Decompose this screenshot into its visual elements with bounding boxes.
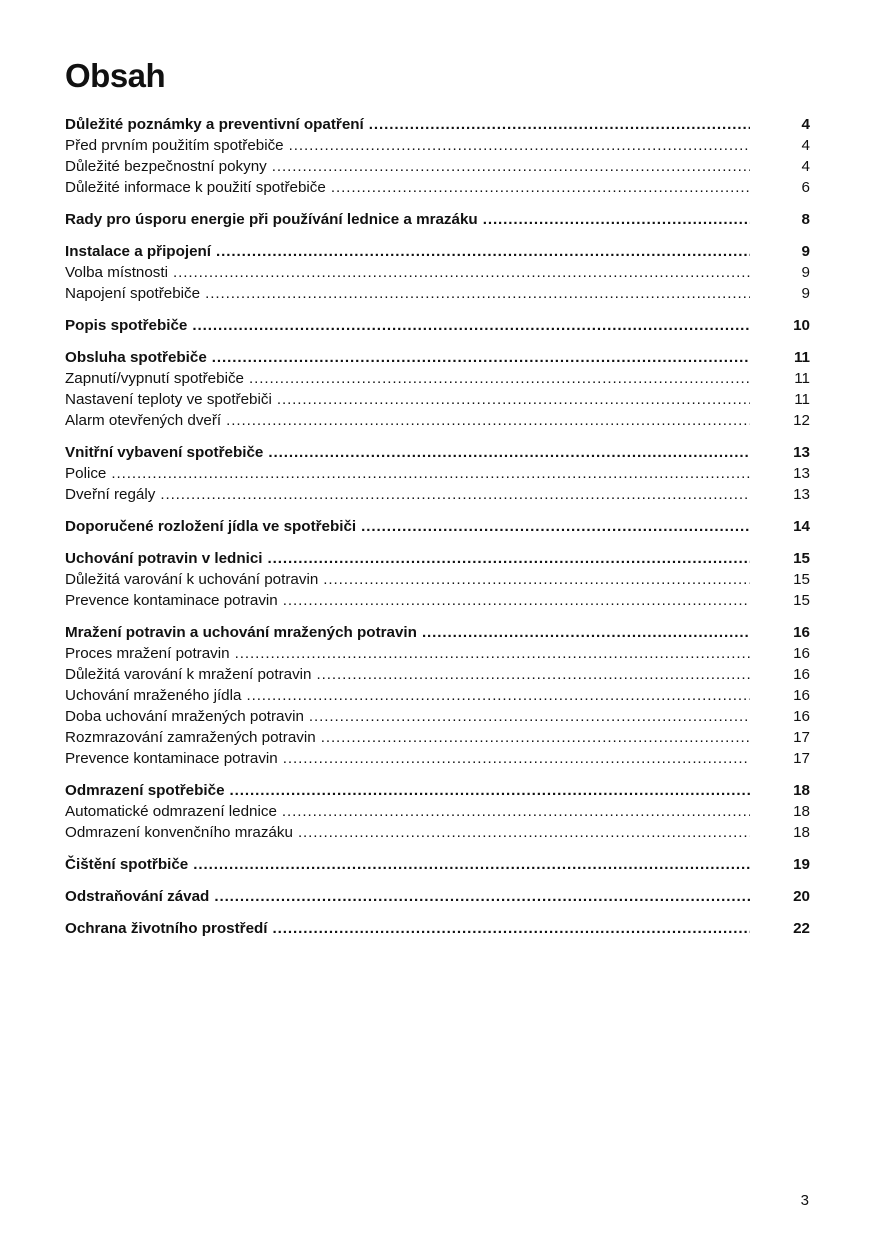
toc-page-number: 19 <box>793 856 810 873</box>
toc-entry-title: Police <box>65 465 107 482</box>
toc-page-number: 17 <box>793 729 810 746</box>
toc-entry-title: Odmrazení konvenčního mrazáku <box>65 824 293 841</box>
toc-entry-title: Volba místnosti <box>65 264 168 281</box>
toc-section-heading[interactable] <box>65 347 810 368</box>
toc-page-number: 16 <box>793 687 810 704</box>
toc-section-heading[interactable] <box>65 548 810 569</box>
toc-section <box>65 209 810 230</box>
toc-page-number: 13 <box>793 465 810 482</box>
toc-page-number: 11 <box>794 370 810 387</box>
toc-section <box>65 315 810 336</box>
toc-section <box>65 114 810 198</box>
toc-entry[interactable] <box>65 706 810 727</box>
toc-entry[interactable] <box>65 262 810 283</box>
toc-page-number: 15 <box>793 550 810 567</box>
toc-section-heading[interactable] <box>65 315 810 336</box>
toc-section <box>65 548 810 611</box>
toc-page-number: 12 <box>793 412 810 429</box>
toc-entry-title: Vnitřní vybavení spotřebiče <box>65 444 264 461</box>
toc-entry-title: Doba uchování mražených potravin <box>65 708 304 725</box>
dot-leader <box>230 780 750 801</box>
toc-entry[interactable] <box>65 748 810 769</box>
dot-leader <box>249 368 750 389</box>
dot-leader <box>267 548 750 569</box>
toc-entry[interactable] <box>65 410 810 431</box>
toc-entry-title: Napojení spotřebiče <box>65 285 201 302</box>
toc-page-number: 18 <box>793 782 810 799</box>
toc-entry[interactable] <box>65 727 810 748</box>
page-title: Obsah <box>65 57 166 94</box>
dot-leader <box>283 748 750 769</box>
dot-leader <box>205 283 750 304</box>
toc-section <box>65 854 810 875</box>
toc-section <box>65 886 810 907</box>
toc-entry-title: Prevence kontaminace potravin <box>65 592 278 609</box>
toc-entry-title: Důležité poznámky a preventivní opatření <box>65 116 364 133</box>
toc-page-number: 9 <box>801 264 810 281</box>
toc-entry-title: Dveřní regály <box>65 486 156 503</box>
toc-entry[interactable] <box>65 368 810 389</box>
toc-section-heading[interactable] <box>65 442 810 463</box>
toc-entry-title: Před prvním použitím spotřebiče <box>65 137 284 154</box>
dot-leader <box>317 664 751 685</box>
toc-section <box>65 918 810 939</box>
toc-section <box>65 622 810 769</box>
toc-entry[interactable] <box>65 801 810 822</box>
toc-section <box>65 516 810 537</box>
toc-page-number: 11 <box>793 349 810 366</box>
toc-entry-title: Prevence kontaminace potravin <box>65 750 278 767</box>
dot-leader <box>173 262 750 283</box>
toc-entry-title: Důležitá varování k uchování potravin <box>65 571 319 588</box>
dot-leader <box>193 854 750 875</box>
toc-section <box>65 780 810 843</box>
toc-entry[interactable] <box>65 283 810 304</box>
toc-page-number: 10 <box>793 317 810 334</box>
table-of-contents <box>65 114 810 950</box>
toc-entry[interactable] <box>65 135 810 156</box>
toc-page-number: 16 <box>793 708 810 725</box>
dot-leader <box>226 410 750 431</box>
toc-entry-title: Popis spotřebiče <box>65 317 188 334</box>
toc-entry[interactable] <box>65 590 810 611</box>
dot-leader <box>422 622 750 643</box>
toc-entry[interactable] <box>65 389 810 410</box>
toc-entry[interactable] <box>65 463 810 484</box>
toc-entry-title: Proces mražení potravin <box>65 645 230 662</box>
toc-entry-title: Ochrana životního prostředí <box>65 920 268 937</box>
toc-entry-title: Odstraňování závad <box>65 888 210 905</box>
dot-leader <box>216 241 750 262</box>
toc-entry-title: Zapnutí/vypnutí spotřebiče <box>65 370 244 387</box>
dot-leader <box>282 801 750 822</box>
toc-entry-title: Čištění spotřbiče <box>65 856 189 873</box>
toc-page-number: 22 <box>793 920 810 937</box>
toc-entry-title: Uchování mraženého jídla <box>65 687 242 704</box>
toc-section-heading[interactable] <box>65 114 810 135</box>
dot-leader <box>212 347 750 368</box>
toc-page-number: 15 <box>793 592 810 609</box>
dot-leader <box>160 484 750 505</box>
toc-entry-title: Instalace a připojení <box>65 243 212 260</box>
toc-entry-title: Uchování potravin v lednici <box>65 550 263 567</box>
toc-page-number: 18 <box>793 803 810 820</box>
toc-entry[interactable] <box>65 822 810 843</box>
toc-page-number: 14 <box>793 518 810 535</box>
toc-page-number: 8 <box>801 211 810 228</box>
toc-entry-title: Doporučené rozložení jídla ve spotřebiči <box>65 518 357 535</box>
toc-section-heading[interactable] <box>65 241 810 262</box>
dot-leader <box>309 706 750 727</box>
toc-section-heading[interactable] <box>65 622 810 643</box>
toc-section <box>65 241 810 304</box>
toc-section-heading[interactable] <box>65 209 810 230</box>
toc-entry[interactable] <box>65 569 810 590</box>
toc-page-number: 15 <box>793 571 810 588</box>
dot-leader <box>268 442 750 463</box>
dot-leader <box>283 590 750 611</box>
toc-entry[interactable] <box>65 177 810 198</box>
toc-page-number: 13 <box>793 486 810 503</box>
toc-section-heading[interactable] <box>65 780 810 801</box>
dot-leader <box>289 135 750 156</box>
toc-entry-title: Automatické odmrazení lednice <box>65 803 277 820</box>
dot-leader <box>361 516 750 537</box>
toc-entry-title: Alarm otevřených dveří <box>65 412 222 429</box>
toc-entry-title: Rozmrazování zamražených potravin <box>65 729 316 746</box>
toc-entry[interactable] <box>65 484 810 505</box>
toc-entry[interactable] <box>65 685 810 706</box>
dot-leader <box>246 685 750 706</box>
toc-entry[interactable] <box>65 664 810 685</box>
dot-leader <box>323 569 750 590</box>
toc-entry[interactable] <box>65 156 810 177</box>
toc-section-heading[interactable] <box>65 886 810 907</box>
toc-page-number: 16 <box>793 666 810 683</box>
toc-page-number: 18 <box>793 824 810 841</box>
dot-leader <box>235 643 750 664</box>
toc-section <box>65 347 810 431</box>
toc-page-number: 16 <box>793 624 810 641</box>
dot-leader <box>277 389 750 410</box>
dot-leader <box>273 918 750 939</box>
toc-entry-title: Důležité informace k použití spotřebiče <box>65 179 326 196</box>
dot-leader <box>272 156 750 177</box>
toc-page-number: 9 <box>801 285 810 302</box>
page-number: 3 <box>800 1192 809 1209</box>
toc-entry-title: Důležité bezpečnostní pokyny <box>65 158 267 175</box>
toc-entry-title: Mražení potravin a uchování mražených potravin <box>65 624 417 641</box>
dot-leader <box>483 209 750 230</box>
dot-leader <box>321 727 750 748</box>
toc-page-number: 13 <box>793 444 810 461</box>
toc-entry-title: Rady pro úsporu energie při používání lednice a mrazáku <box>65 211 478 228</box>
toc-page-number: 9 <box>801 243 810 260</box>
toc-entry-title: Nastavení teploty ve spotřebiči <box>65 391 272 408</box>
toc-page-number: 4 <box>801 137 810 154</box>
dot-leader <box>298 822 750 843</box>
dot-leader <box>192 315 750 336</box>
dot-leader <box>331 177 750 198</box>
toc-page-number: 4 <box>801 158 810 175</box>
toc-page-number: 17 <box>793 750 810 767</box>
dot-leader <box>214 886 750 907</box>
toc-entry[interactable] <box>65 643 810 664</box>
toc-page-number: 16 <box>793 645 810 662</box>
toc-section-heading[interactable] <box>65 854 810 875</box>
toc-section-heading[interactable] <box>65 516 810 537</box>
toc-section <box>65 442 810 505</box>
dot-leader <box>369 114 750 135</box>
toc-entry-title: Odmrazení spotřebiče <box>65 782 225 799</box>
toc-page-number: 4 <box>801 116 810 133</box>
toc-entry-title: Důležitá varování k mražení potravin <box>65 666 312 683</box>
toc-page-number: 11 <box>794 391 810 408</box>
toc-page-number: 6 <box>801 179 810 196</box>
toc-entry-title: Obsluha spotřebiče <box>65 349 207 366</box>
dot-leader <box>111 463 750 484</box>
toc-section-heading[interactable] <box>65 918 810 939</box>
toc-page-number: 20 <box>793 888 810 905</box>
